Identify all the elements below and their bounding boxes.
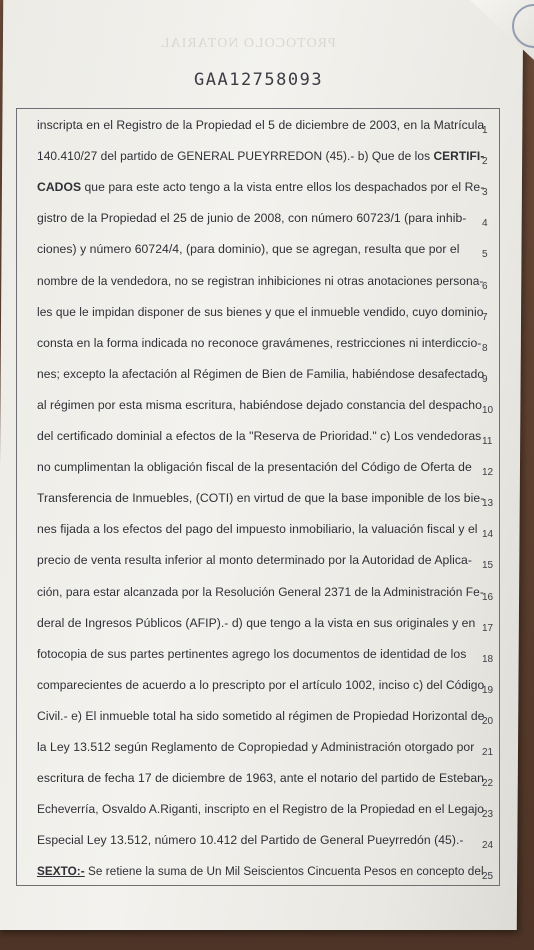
- line-number: 22: [482, 778, 494, 790]
- document-line: Especial Ley 13.512, número 10.412 del Partido de General Pueyrredón (45).-: [37, 833, 464, 848]
- document-line: inscripta en el Registro de la Propiedad el 5 de diciembre de 2003, en la Matrícula: [37, 118, 485, 132]
- document-line: nombre de la vendedora, no se registran inhibiciones ni otras anotaciones persona-: [37, 273, 484, 288]
- document-line: les que le impidan disponer de sus bienes y que el inmueble vendido, cuyo dominio: [37, 304, 484, 319]
- line-number: 6: [482, 280, 488, 292]
- line-number: 20: [482, 715, 494, 727]
- document-line: [37, 180, 484, 194]
- document-line: ciones) y número 60724/4, (para dominio), que se agregan, resulta que por el: [37, 242, 460, 257]
- document-line: Transferencia de Inmuebles, (COTI) en virtud de que la base imponible de los bie-: [37, 491, 485, 506]
- bold-heading: CERTIFI-: [433, 149, 485, 164]
- document-line: comparecientes de acuerdo a lo prescripto por el artículo 1002, inciso c) del Código: [37, 677, 485, 692]
- bleed-through-text: PROTOCOLO NOTARIAL: [160, 36, 336, 51]
- line-number: 5: [482, 249, 488, 261]
- line-number: 13: [482, 498, 494, 510]
- line-number: 3: [482, 187, 488, 199]
- document-line: deral de Ingresos Públicos (AFIP).- d) que tengo a la vista en sus originales y en: [37, 615, 476, 630]
- document-line: nes; excepto la afectación al Régimen de Bien de Familia, habiéndose desafectado: [37, 366, 485, 381]
- document-line: Echeverría, Osvaldo A.Riganti, inscripto en el Registro de la Propiedad en el Legajo: [37, 802, 484, 817]
- line-number: 24: [482, 840, 494, 852]
- document-line: al régimen por esta misma escritura, habiéndose dejado constancia del despacho: [37, 397, 482, 412]
- document-line: del certificado dominial a efectos de la "Reserva de Prioridad." c) Los vendedoras: [37, 429, 482, 443]
- line-number: 16: [482, 591, 494, 603]
- line-number: 17: [482, 622, 494, 634]
- line-number: 19: [482, 684, 494, 696]
- line-number: 18: [482, 653, 494, 665]
- line-number: 1: [482, 125, 488, 136]
- line-text: 140.410/27 del partido de GENERAL PUEYRREDON (45).- b) Que de los: [37, 149, 434, 164]
- document-line: gistro de la Propiedad el 25 de junio de 2008, con número 60723/1 (para inhib-: [37, 211, 467, 226]
- document-line: escritura de fecha 17 de diciembre de 1963, ante el notario del partido de Esteban: [37, 771, 484, 786]
- line-number: 21: [482, 747, 494, 758]
- line-number: 10: [482, 404, 494, 416]
- document-line: [37, 864, 484, 878]
- document-line: nes fijada a los efectos del pago del impuesto inmobiliario, la valuación fiscal y el: [37, 522, 478, 537]
- line-number: 25: [482, 871, 494, 883]
- line-text: que para este acto tengo a la vista entre ellos los despachados por el Re-: [81, 180, 485, 195]
- line-number: 4: [482, 218, 488, 230]
- document-line: ción, para estar alcanzada por la Resolución General 2371 de la Administración Fe-: [37, 584, 484, 599]
- line-number: 11: [482, 436, 493, 447]
- line-number: 14: [482, 529, 494, 541]
- line-number: 12: [482, 467, 494, 479]
- line-number: 15: [482, 560, 494, 572]
- line-number: 9: [482, 373, 488, 385]
- bold-heading: CADOS: [37, 180, 82, 195]
- document-line: fotocopia de sus partes pertinentes agrego los documentos de identidad de los: [37, 646, 467, 661]
- line-number: 23: [482, 809, 494, 821]
- document-line: Civil.- e) El inmueble total ha sido sometido al régimen de Propiedad Horizontal de: [37, 708, 485, 723]
- line-text: Se retiene la suma de Un Mil Seiscientos Cincuenta Pesos en concepto del: [84, 864, 484, 879]
- document-line: la Ley 13.512 según Reglamento de Copropiedad y Administración otorgado por: [37, 740, 475, 754]
- document-line: consta en la forma indicada no reconoce gravámenes, restricciones ni interdiccio-: [37, 335, 482, 350]
- line-number: 8: [482, 342, 488, 354]
- document-line: no cumplimentan la obligación fiscal de la presentación del Código de Oferta de: [37, 460, 472, 475]
- document-line: [37, 149, 484, 163]
- line-number: 7: [482, 311, 488, 323]
- document-serial-number: GAA12758093: [194, 70, 324, 90]
- bold-heading: SEXTO:-: [37, 864, 85, 879]
- line-number: 2: [482, 156, 488, 168]
- document-line: precio de venta resulta inferior al monto determinado por la Autoridad de Aplica-: [37, 553, 472, 568]
